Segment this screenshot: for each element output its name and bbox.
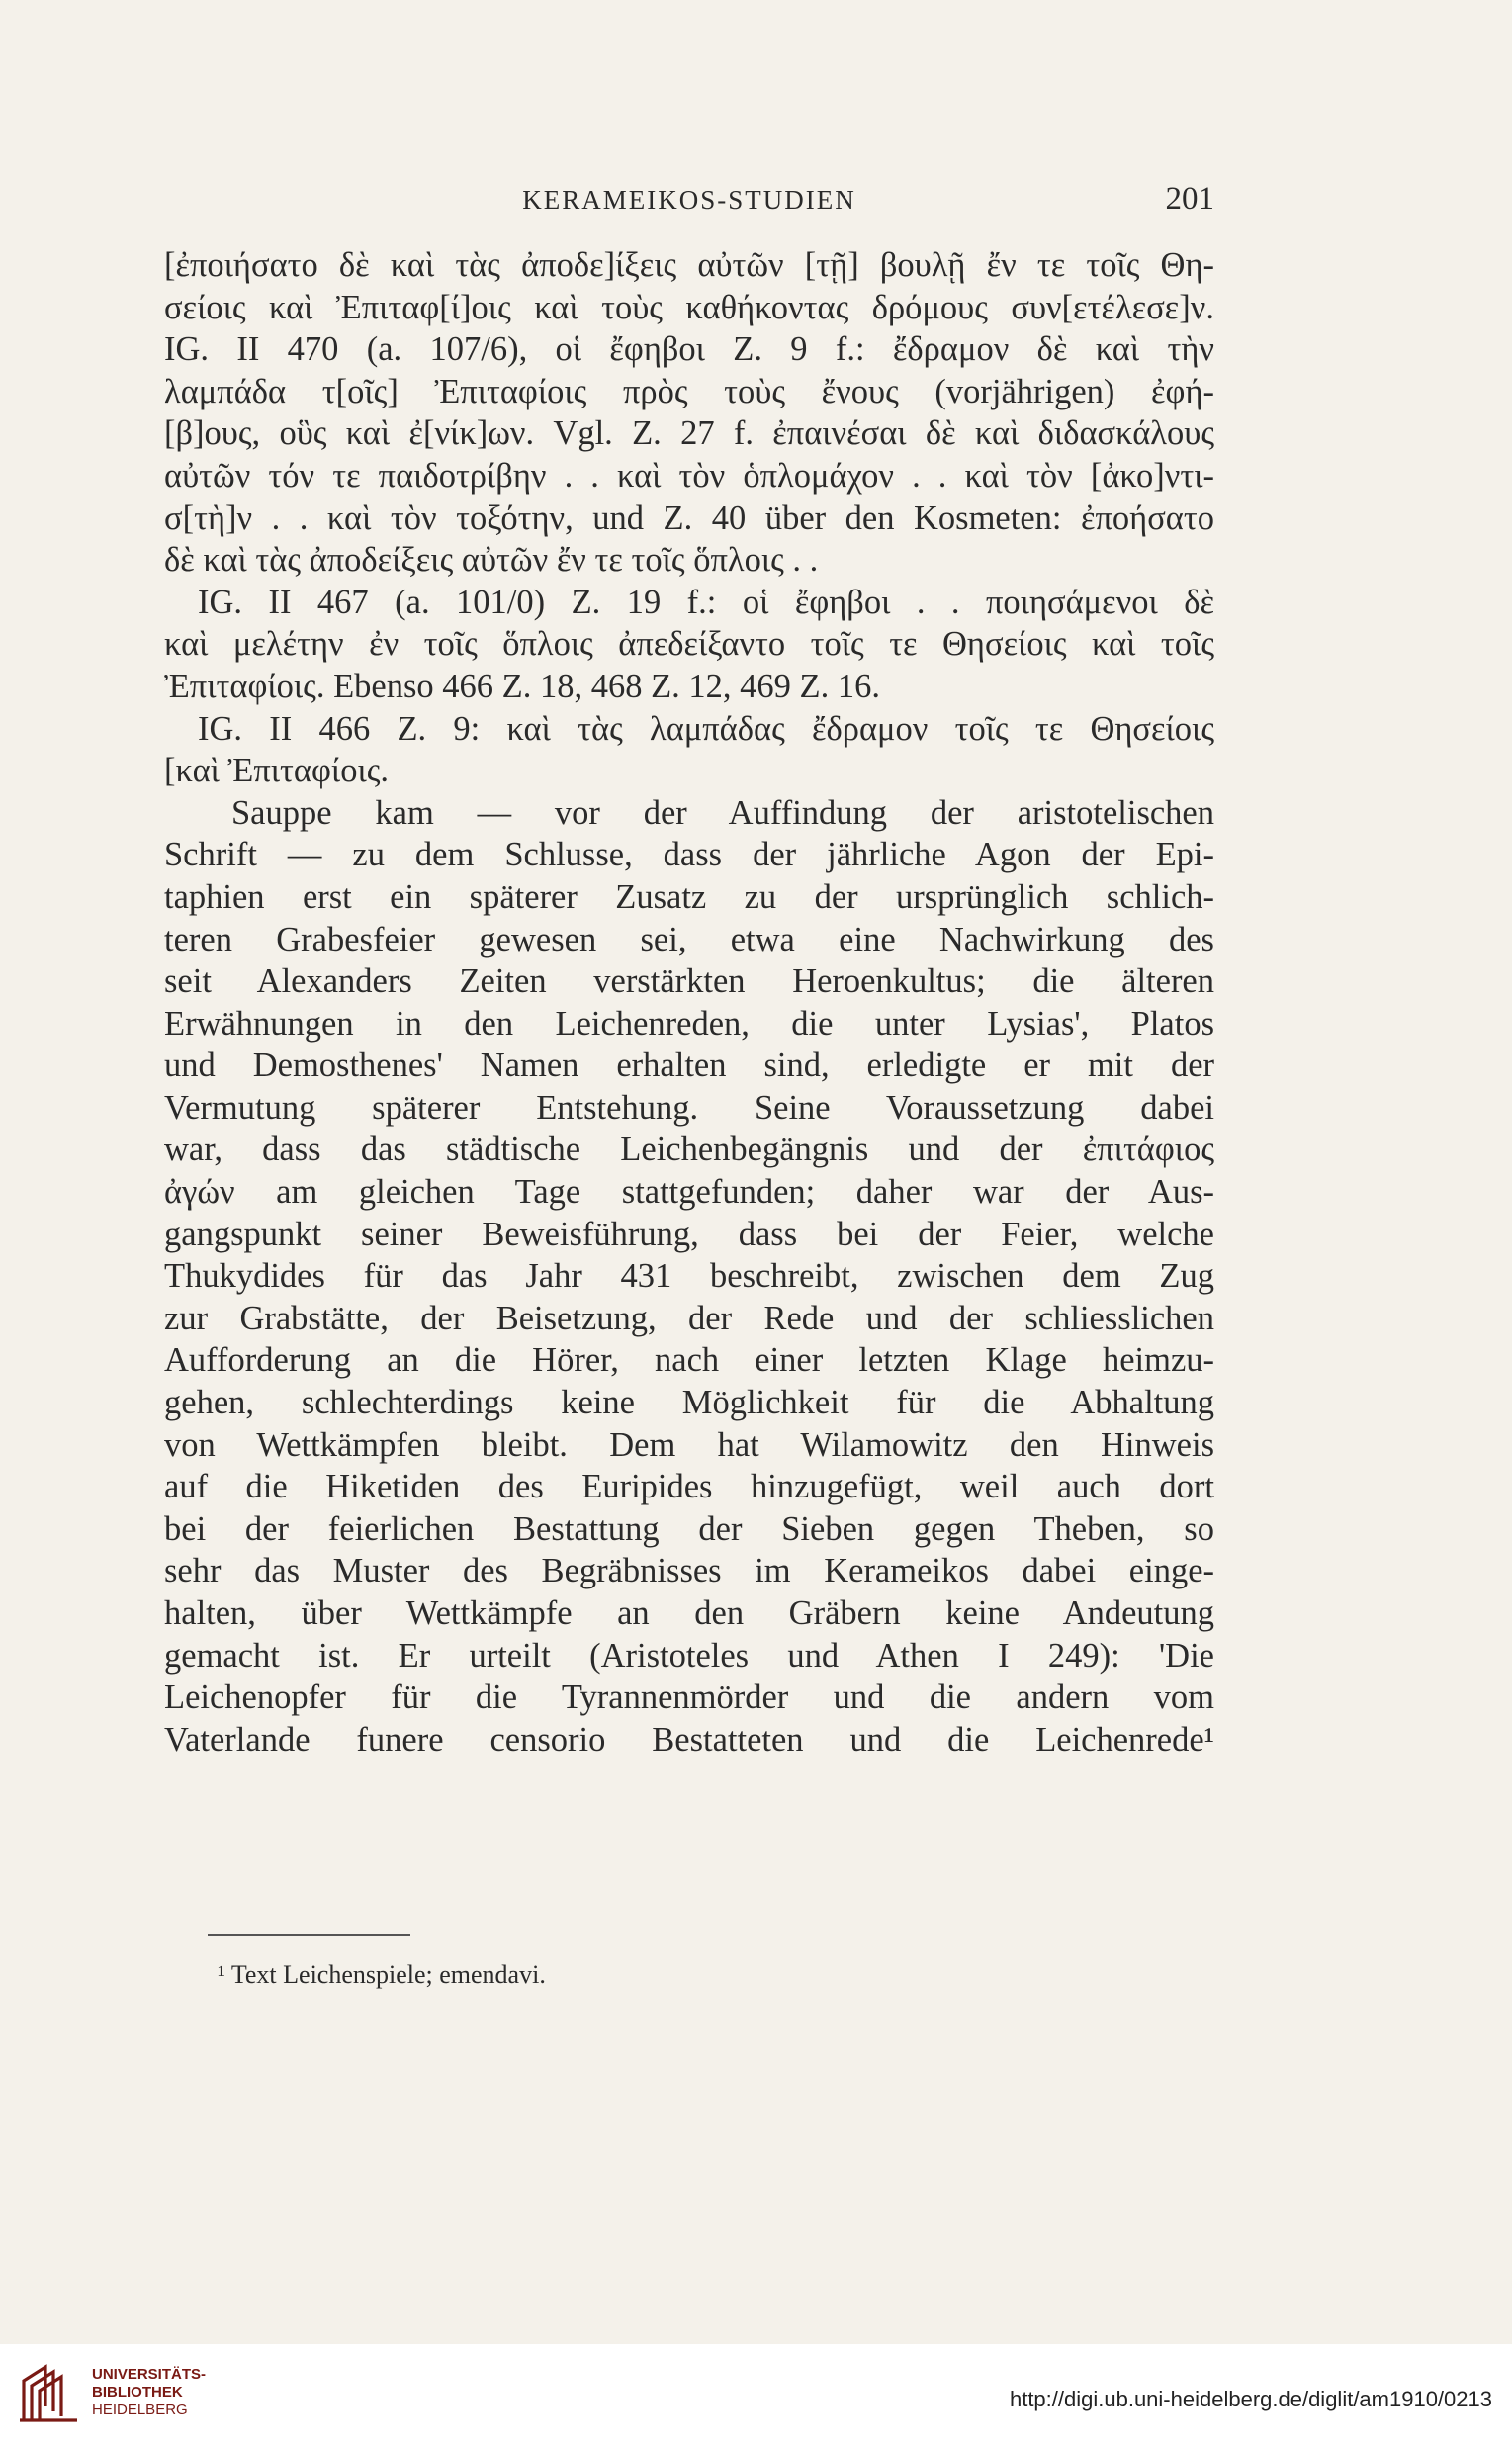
- text-line: καὶ μελέτην ἐν τοῖς ὅπλοις ἀπεδείξαντο τοῖς τε Θησείοις καὶ τοῖς: [164, 625, 1214, 664]
- footnote-rule: [208, 1934, 410, 1936]
- footnote: ¹ Text Leichenspiele; emendavi.: [218, 1960, 546, 1989]
- text-line: Vaterlande funere censorio Bestatteten und die Leichenrede¹: [164, 1720, 1214, 1759]
- library-name: [92, 2366, 206, 2419]
- text-line: zur Grabstätte, der Beisetzung, der Rede und der schliesslichen: [164, 1299, 1214, 1337]
- text-line: σ[τὴ]ν . . καὶ τὸν τοξότην, und Z. 40 über den Kosmeten: ἐποήσατο: [164, 499, 1214, 537]
- text-line: bei der feierlichen Bestattung der Sieben gegen Theben, so: [164, 1509, 1214, 1548]
- text-line: Sauppe kam — vor der Auffindung der aristotelischen: [231, 793, 1214, 832]
- text-line: und Demosthenes' Namen erhalten sind, erledigte er mit der: [164, 1046, 1214, 1085]
- text-line: halten, über Wettkämpfe an den Gräbern keine Andeutung: [164, 1594, 1214, 1632]
- text-line: IG. II 467 (a. 101/0) Z. 19 f.: οἱ ἔφηβοι . . ποιησάμενοι δὲ: [198, 583, 1214, 621]
- text-line: seit Alexanders Zeiten verstärkten Heroenkultus; die älteren: [164, 962, 1214, 1001]
- text-line: [ἐποιήσατο δὲ καὶ τὰς ἀποδε]ίξεις αὐτῶν [τῇ] βουλῇ ἔν τε τοῖς Θη-: [164, 246, 1214, 284]
- text-line: [β]ους, οὓς καὶ ἐ[νίκ]ων. Vgl. Z. 27 f. ἐπαινέσαι δὲ καὶ διδασκάλους: [164, 414, 1214, 453]
- text-line: Aufforderung an die Hörer, nach einer letzten Klage heimzu-: [164, 1341, 1214, 1380]
- text-line: gehen, schlechterdings keine Möglichkeit für die Abhaltung: [164, 1384, 1214, 1422]
- body-text: [164, 244, 1214, 1761]
- text-line: Erwähnungen in den Leichenreden, die unter Lysias', Platos: [164, 1004, 1214, 1043]
- text-line: IG. II 470 (a. 107/6), οἱ ἔφηβοι Z. 9 f.: ἔδραμον δὲ καὶ τὴν: [164, 330, 1214, 369]
- text-line: Thukydides für das Jahr 431 beschreibt, zwischen dem Zug: [164, 1257, 1214, 1296]
- library-name-line: HEIDELBERG: [92, 2402, 188, 2418]
- text-line: λαμπάδα τ[οῖς] Ἐπιταφίοις πρὸς τοὺς ἔνους (vorjährigen) ἐφή-: [164, 372, 1214, 410]
- text-line: ἀγών am gleichen Tage stattgefunden; daher war der Aus-: [164, 1173, 1214, 1212]
- text-line: Leichenopfer für die Tyrannenmörder und die andern vom: [164, 1678, 1214, 1717]
- text-line: auf die Hiketiden des Euripides hinzugefügt, weil auch dort: [164, 1468, 1214, 1506]
- text-line: sehr das Muster des Begräbnisses im Kerameikos dabei einge-: [164, 1552, 1214, 1590]
- library-logo-icon: [16, 2359, 85, 2428]
- library-name-line: BIBLIOTHEK: [92, 2384, 183, 2401]
- text-line: Ἐπιταφίοις. Ebenso 466 Z. 18, 468 Z. 12, 469 Z. 16.: [164, 667, 880, 705]
- text-line: teren Grabesfeier gewesen sei, etwa eine Nachwirkung des: [164, 920, 1214, 958]
- running-title: KERAMEIKOS-STUDIEN: [522, 185, 856, 215]
- text-line: [καὶ Ἐπιταφίοις.: [164, 752, 390, 790]
- text-line: gemacht ist. Er urteilt (Aristoteles und Athen I 249): 'Die: [164, 1636, 1214, 1675]
- text-line: IG. II 466 Z. 9: καὶ τὰς λαμπάδας ἔδραμον τοῖς τε Θησείοις: [198, 709, 1214, 748]
- text-line: von Wettkämpfen bleibt. Dem hat Wilamowitz den Hinweis: [164, 1425, 1214, 1464]
- text-line: gangspunkt seiner Beweisführung, dass bei der Feier, welche: [164, 1215, 1214, 1253]
- library-name-line: UNIVERSITÄTS-: [92, 2366, 207, 2383]
- text-line: war, dass das städtische Leichenbegängnis und der ἐπιτάφιος: [164, 1131, 1214, 1169]
- text-line: Vermutung späterer Entstehung. Seine Voraussetzung dabei: [164, 1088, 1214, 1127]
- text-line: σείοις καὶ Ἐπιταφ[ί]οις καὶ τοὺς καθήκοντας δρόμους συν[ετέλεσε]ν.: [164, 288, 1214, 326]
- text-line: Schrift — zu dem Schlusse, dass der jährliche Agon der Epi-: [164, 836, 1214, 874]
- text-line: αὐτῶν τόν τε παιδοτρίβην . . καὶ τὸν ὁπλομάχον . . καὶ τὸν [ἀκο]ντι-: [164, 456, 1214, 495]
- text-line: δὲ καὶ τὰς ἀποδείξεις αὐτῶν ἔν τε τοῖς ὅπλοις . .: [164, 541, 819, 580]
- running-head: [164, 181, 1214, 221]
- text-line: taphien erst ein späterer Zusatz zu der ursprünglich schlich-: [164, 877, 1214, 916]
- page-number: 201: [1165, 181, 1214, 217]
- source-url-link[interactable]: http://digi.ub.uni-heidelberg.de/diglit/am1910/0213: [1009, 2387, 1492, 2411]
